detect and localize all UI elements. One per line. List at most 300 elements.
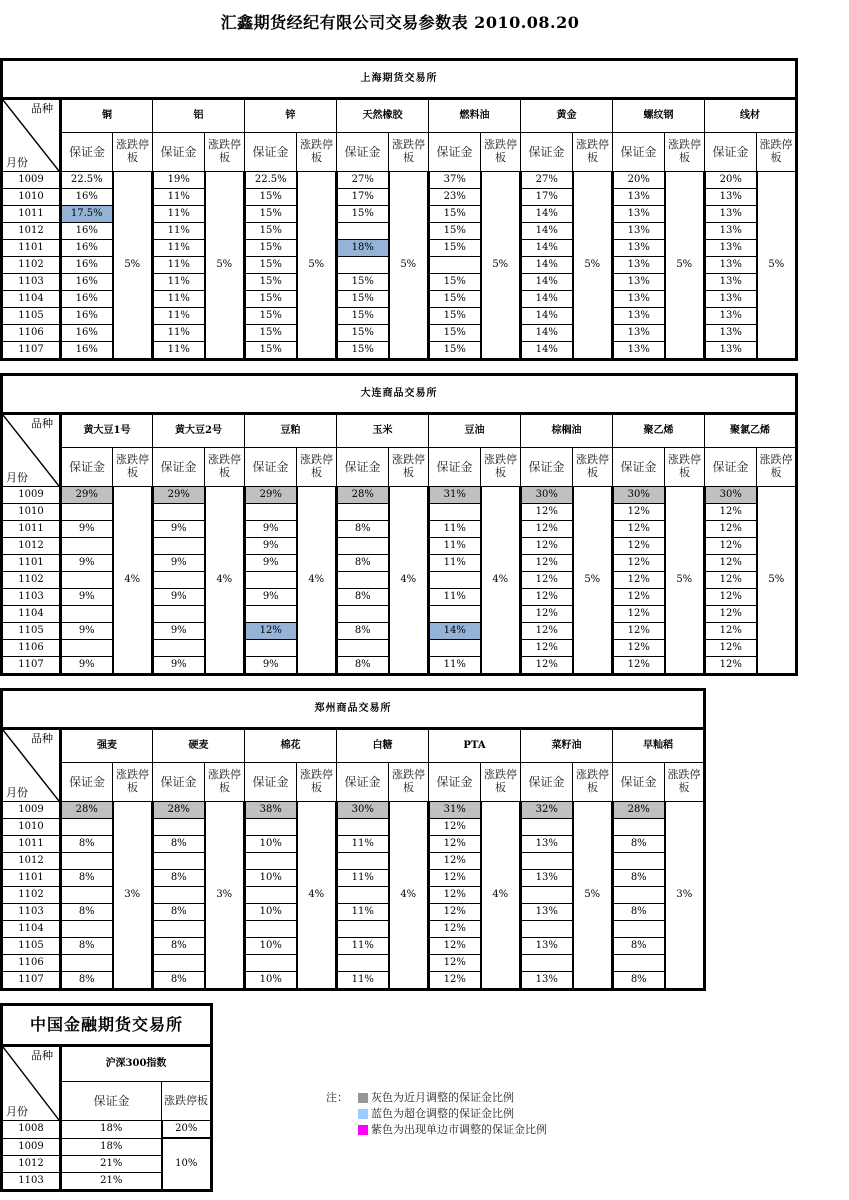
margin-cell: 12% bbox=[705, 521, 757, 538]
margin-cell: 12% bbox=[429, 870, 481, 887]
margin-cell: 13% bbox=[613, 189, 665, 206]
exchange-name: 上海期货交易所 bbox=[2, 60, 797, 99]
margin-cell: 11% bbox=[429, 657, 481, 675]
month-cell: 1011 bbox=[2, 836, 61, 853]
month-cell: 1104 bbox=[2, 606, 61, 623]
margin-header: 保证金 bbox=[337, 133, 389, 172]
document-title: 汇鑫期货经纪有限公司交易参数表 2010.08.20 bbox=[220, 13, 580, 32]
limit-header: 涨跌停板 bbox=[297, 763, 337, 802]
legend-text: 灰色为近月调整的保证金比例 bbox=[371, 1091, 514, 1104]
margin-cell: 13% bbox=[705, 240, 757, 257]
margin-cell: 16% bbox=[61, 274, 113, 291]
margin-cell bbox=[245, 640, 297, 657]
margin-cell: 15% bbox=[429, 342, 481, 360]
margin-cell bbox=[337, 887, 389, 904]
margin-cell bbox=[521, 887, 573, 904]
margin-cell: 14% bbox=[521, 223, 573, 240]
limit-cell: 5% bbox=[757, 172, 797, 360]
product-name: 天然橡胶 bbox=[337, 99, 429, 133]
limit-header: 涨跌停板 bbox=[573, 133, 613, 172]
margin-cell bbox=[613, 819, 665, 836]
margin-cell: 8% bbox=[153, 904, 205, 921]
margin-cell: 8% bbox=[153, 938, 205, 955]
margin-cell: 14% bbox=[521, 274, 573, 291]
margin-cell: 11% bbox=[429, 589, 481, 606]
margin-cell bbox=[521, 819, 573, 836]
month-cell: 1009 bbox=[2, 172, 61, 189]
legend-item-magenta bbox=[326, 1122, 547, 1138]
margin-cell bbox=[245, 955, 297, 972]
margin-cell: 16% bbox=[61, 240, 113, 257]
month-cell: 1010 bbox=[2, 504, 61, 521]
margin-cell: 8% bbox=[337, 623, 389, 640]
margin-header: 保证金 bbox=[61, 448, 113, 487]
margin-cell bbox=[429, 504, 481, 521]
margin-cell: 15% bbox=[245, 223, 297, 240]
margin-header: 保证金 bbox=[705, 448, 757, 487]
margin-cell: 12% bbox=[521, 538, 573, 555]
month-cell: 1009 bbox=[2, 802, 61, 819]
month-cell: 1010 bbox=[2, 819, 61, 836]
margin-cell bbox=[61, 538, 113, 555]
limit-cell: 3% bbox=[665, 802, 705, 990]
margin-cell: 13% bbox=[705, 325, 757, 342]
limit-header: 涨跌停板 bbox=[205, 448, 245, 487]
month-cell: 1104 bbox=[2, 291, 61, 308]
margin-header: 保证金 bbox=[245, 448, 297, 487]
margin-cell: 14% bbox=[521, 240, 573, 257]
margin-cell: 11% bbox=[153, 223, 205, 240]
margin-cell: 32% bbox=[521, 802, 573, 819]
margin-cell: 8% bbox=[61, 938, 113, 955]
margin-cell bbox=[245, 572, 297, 589]
limit-cell: 3% bbox=[113, 802, 153, 990]
margin-cell: 15% bbox=[337, 342, 389, 360]
margin-cell: 13% bbox=[613, 342, 665, 360]
margin-cell: 12% bbox=[521, 504, 573, 521]
margin-cell: 9% bbox=[153, 623, 205, 640]
corner-product-label: 品种 bbox=[31, 102, 53, 115]
margin-cell: 28% bbox=[613, 802, 665, 819]
margin-cell bbox=[429, 257, 481, 274]
corner-header bbox=[2, 1046, 61, 1121]
limit-header: 涨跌停板 bbox=[297, 448, 337, 487]
limit-cell: 20% bbox=[162, 1121, 212, 1139]
margin-header: 保证金 bbox=[613, 448, 665, 487]
margin-cell: 15% bbox=[429, 240, 481, 257]
product-name: 豆油 bbox=[429, 414, 521, 448]
month-cell: 1010 bbox=[2, 189, 61, 206]
margin-cell: 9% bbox=[245, 589, 297, 606]
margin-cell: 12% bbox=[613, 538, 665, 555]
product-name: 豆粕 bbox=[245, 414, 337, 448]
margin-cell bbox=[245, 921, 297, 938]
margin-cell bbox=[153, 606, 205, 623]
blue-swatch-icon bbox=[358, 1109, 368, 1119]
margin-cell: 37% bbox=[429, 172, 481, 189]
margin-cell: 11% bbox=[429, 538, 481, 555]
margin-cell: 8% bbox=[153, 972, 205, 990]
limit-cell: 5% bbox=[573, 172, 613, 360]
margin-cell: 15% bbox=[337, 274, 389, 291]
margin-cell: 12% bbox=[705, 640, 757, 657]
limit-cell: 5% bbox=[113, 172, 153, 360]
margin-cell: 11% bbox=[153, 291, 205, 308]
margin-cell: 11% bbox=[337, 836, 389, 853]
margin-header: 保证金 bbox=[153, 133, 205, 172]
margin-cell: 11% bbox=[153, 206, 205, 223]
margin-cell: 18% bbox=[61, 1138, 162, 1155]
product-name: 锌 bbox=[245, 99, 337, 133]
limit-header: 涨跌停板 bbox=[389, 448, 429, 487]
margin-cell: 13% bbox=[613, 257, 665, 274]
margin-cell: 12% bbox=[705, 572, 757, 589]
margin-cell: 11% bbox=[429, 521, 481, 538]
margin-header: 保证金 bbox=[521, 133, 573, 172]
margin-cell: 12% bbox=[429, 921, 481, 938]
margin-cell: 15% bbox=[429, 274, 481, 291]
margin-cell: 30% bbox=[705, 487, 757, 504]
margin-cell: 31% bbox=[429, 802, 481, 819]
margin-cell: 14% bbox=[521, 325, 573, 342]
limit-cell: 5% bbox=[297, 172, 337, 360]
margin-cell: 12% bbox=[429, 887, 481, 904]
margin-cell bbox=[613, 955, 665, 972]
margin-cell bbox=[245, 887, 297, 904]
margin-header: 保证金 bbox=[705, 133, 757, 172]
margin-cell bbox=[613, 853, 665, 870]
corner-month-label: 月份 bbox=[6, 786, 28, 799]
margin-cell: 12% bbox=[521, 657, 573, 675]
month-cell: 1012 bbox=[2, 1155, 61, 1172]
margin-cell bbox=[613, 921, 665, 938]
margin-cell bbox=[153, 853, 205, 870]
product-name: 铝 bbox=[153, 99, 245, 133]
margin-header: 保证金 bbox=[429, 763, 481, 802]
margin-cell: 11% bbox=[153, 325, 205, 342]
margin-cell: 13% bbox=[705, 189, 757, 206]
margin-cell: 28% bbox=[153, 802, 205, 819]
month-cell: 1012 bbox=[2, 223, 61, 240]
month-cell: 1012 bbox=[2, 538, 61, 555]
margin-cell: 28% bbox=[61, 802, 113, 819]
margin-cell: 12% bbox=[613, 521, 665, 538]
margin-cell: 8% bbox=[337, 521, 389, 538]
product-name: 黄大豆1号 bbox=[61, 414, 153, 448]
corner-product-label: 品种 bbox=[31, 417, 53, 430]
margin-cell: 13% bbox=[613, 223, 665, 240]
margin-cell: 12% bbox=[429, 972, 481, 990]
limit-cell: 5% bbox=[665, 487, 705, 675]
margin-cell: 12% bbox=[705, 623, 757, 640]
margin-cell: 8% bbox=[61, 870, 113, 887]
margin-cell: 15% bbox=[337, 325, 389, 342]
margin-cell: 9% bbox=[61, 623, 113, 640]
margin-cell: 12% bbox=[705, 555, 757, 572]
month-cell: 1101 bbox=[2, 870, 61, 887]
margin-cell: 30% bbox=[521, 487, 573, 504]
exchange-name: 中国金融期货交易所 bbox=[2, 1005, 212, 1046]
margin-cell: 10% bbox=[245, 904, 297, 921]
exchange-name: 郑州商品交易所 bbox=[2, 690, 705, 729]
margin-cell: 14% bbox=[429, 623, 481, 640]
margin-cell: 11% bbox=[153, 257, 205, 274]
limit-cell: 4% bbox=[389, 487, 429, 675]
month-cell: 1104 bbox=[2, 921, 61, 938]
margin-header: 保证金 bbox=[337, 763, 389, 802]
margin-cell: 13% bbox=[705, 223, 757, 240]
month-cell: 1011 bbox=[2, 206, 61, 223]
limit-cell: 4% bbox=[389, 802, 429, 990]
limit-cell: 10% bbox=[162, 1138, 212, 1190]
margin-cell: 12% bbox=[521, 606, 573, 623]
margin-cell: 8% bbox=[613, 938, 665, 955]
margin-cell: 17% bbox=[337, 189, 389, 206]
margin-cell: 11% bbox=[337, 938, 389, 955]
margin-cell: 14% bbox=[521, 342, 573, 360]
margin-cell: 12% bbox=[613, 640, 665, 657]
margin-cell: 8% bbox=[153, 836, 205, 853]
margin-cell: 11% bbox=[153, 274, 205, 291]
margin-cell: 20% bbox=[705, 172, 757, 189]
margin-cell: 8% bbox=[613, 904, 665, 921]
margin-cell: 8% bbox=[337, 589, 389, 606]
legend-text: 蓝色为超仓调整的保证金比例 bbox=[371, 1107, 514, 1120]
margin-cell: 13% bbox=[521, 836, 573, 853]
limit-header: 涨跌停板 bbox=[113, 448, 153, 487]
limit-cell: 4% bbox=[297, 487, 337, 675]
margin-cell: 29% bbox=[153, 487, 205, 504]
month-cell: 1105 bbox=[2, 938, 61, 955]
margin-cell: 12% bbox=[613, 555, 665, 572]
magenta-swatch-icon bbox=[358, 1125, 368, 1135]
product-name: 铜 bbox=[61, 99, 153, 133]
margin-cell: 12% bbox=[521, 572, 573, 589]
margin-cell: 12% bbox=[429, 955, 481, 972]
margin-cell: 13% bbox=[521, 972, 573, 990]
margin-cell bbox=[337, 853, 389, 870]
margin-cell: 15% bbox=[337, 308, 389, 325]
limit-header: 涨跌停板 bbox=[573, 448, 613, 487]
margin-cell: 31% bbox=[429, 487, 481, 504]
limit-header: 涨跌停板 bbox=[665, 133, 705, 172]
limit-cell: 5% bbox=[573, 802, 613, 990]
margin-cell: 12% bbox=[429, 904, 481, 921]
limit-cell: 5% bbox=[757, 487, 797, 675]
margin-cell: 16% bbox=[61, 308, 113, 325]
exchange-table-czce bbox=[0, 688, 706, 991]
margin-cell: 9% bbox=[245, 555, 297, 572]
corner-month-label: 月份 bbox=[6, 471, 28, 484]
margin-cell: 9% bbox=[153, 589, 205, 606]
margin-cell: 11% bbox=[337, 904, 389, 921]
margin-cell: 9% bbox=[153, 555, 205, 572]
margin-cell: 16% bbox=[61, 189, 113, 206]
margin-cell: 8% bbox=[153, 870, 205, 887]
margin-cell bbox=[61, 955, 113, 972]
margin-cell: 21% bbox=[61, 1172, 162, 1190]
margin-cell: 8% bbox=[337, 555, 389, 572]
product-name: 黄金 bbox=[521, 99, 613, 133]
margin-cell: 13% bbox=[705, 257, 757, 274]
margin-cell: 30% bbox=[337, 802, 389, 819]
margin-cell bbox=[61, 572, 113, 589]
margin-cell: 12% bbox=[429, 836, 481, 853]
margin-cell: 11% bbox=[429, 555, 481, 572]
corner-month-label: 月份 bbox=[6, 156, 28, 169]
margin-cell: 18% bbox=[337, 240, 389, 257]
limit-header: 涨跌停板 bbox=[665, 763, 705, 802]
margin-header: 保证金 bbox=[521, 763, 573, 802]
month-cell: 1105 bbox=[2, 623, 61, 640]
margin-cell: 10% bbox=[245, 972, 297, 990]
margin-cell: 9% bbox=[245, 657, 297, 675]
margin-cell: 19% bbox=[153, 172, 205, 189]
month-cell: 1102 bbox=[2, 572, 61, 589]
month-cell: 1103 bbox=[2, 904, 61, 921]
margin-cell: 17.5% bbox=[61, 206, 113, 223]
margin-cell bbox=[153, 504, 205, 521]
margin-cell bbox=[337, 640, 389, 657]
margin-cell: 11% bbox=[153, 189, 205, 206]
margin-cell bbox=[337, 223, 389, 240]
margin-header: 保证金 bbox=[337, 448, 389, 487]
margin-cell: 15% bbox=[429, 206, 481, 223]
corner-header bbox=[2, 99, 61, 172]
month-cell: 1103 bbox=[2, 589, 61, 606]
margin-cell: 22.5% bbox=[61, 172, 113, 189]
limit-cell: 5% bbox=[205, 172, 245, 360]
margin-cell: 15% bbox=[429, 325, 481, 342]
limit-cell: 5% bbox=[573, 487, 613, 675]
margin-cell: 16% bbox=[61, 291, 113, 308]
margin-cell: 21% bbox=[61, 1155, 162, 1172]
margin-cell bbox=[429, 640, 481, 657]
margin-cell: 11% bbox=[337, 972, 389, 990]
margin-cell: 29% bbox=[61, 487, 113, 504]
margin-cell: 12% bbox=[705, 657, 757, 675]
margin-cell: 23% bbox=[429, 189, 481, 206]
margin-cell: 15% bbox=[429, 308, 481, 325]
margin-cell bbox=[521, 921, 573, 938]
margin-cell: 8% bbox=[613, 972, 665, 990]
margin-cell: 14% bbox=[521, 291, 573, 308]
limit-header: 涨跌停板 bbox=[205, 133, 245, 172]
margin-header: 保证金 bbox=[245, 763, 297, 802]
margin-cell bbox=[337, 572, 389, 589]
month-cell: 1107 bbox=[2, 972, 61, 990]
margin-cell: 12% bbox=[521, 521, 573, 538]
limit-header: 涨跌停板 bbox=[481, 763, 521, 802]
margin-cell: 8% bbox=[337, 657, 389, 675]
month-cell: 1107 bbox=[2, 657, 61, 675]
margin-cell: 12% bbox=[245, 623, 297, 640]
limit-header: 涨跌停板 bbox=[573, 763, 613, 802]
limit-cell: 4% bbox=[205, 487, 245, 675]
margin-cell: 15% bbox=[429, 223, 481, 240]
margin-cell: 29% bbox=[245, 487, 297, 504]
margin-cell: 11% bbox=[153, 308, 205, 325]
margin-cell bbox=[153, 640, 205, 657]
margin-cell bbox=[245, 606, 297, 623]
margin-cell: 9% bbox=[153, 657, 205, 675]
margin-header: 保证金 bbox=[153, 763, 205, 802]
margin-cell: 17% bbox=[521, 189, 573, 206]
margin-cell: 9% bbox=[153, 521, 205, 538]
margin-cell: 15% bbox=[245, 240, 297, 257]
margin-cell bbox=[61, 921, 113, 938]
margin-cell: 10% bbox=[245, 836, 297, 853]
legend-item-gray bbox=[326, 1090, 547, 1106]
limit-header: 涨跌停板 bbox=[297, 133, 337, 172]
margin-cell: 16% bbox=[61, 257, 113, 274]
month-cell: 1011 bbox=[2, 521, 61, 538]
legend-item-blue bbox=[326, 1106, 547, 1122]
month-cell: 1105 bbox=[2, 308, 61, 325]
margin-cell: 13% bbox=[521, 904, 573, 921]
margin-cell: 13% bbox=[613, 308, 665, 325]
month-cell: 1106 bbox=[2, 325, 61, 342]
margin-cell: 15% bbox=[245, 206, 297, 223]
limit-header: 涨跌停板 bbox=[113, 133, 153, 172]
month-cell: 1107 bbox=[2, 342, 61, 360]
month-cell: 1103 bbox=[2, 274, 61, 291]
corner-product-label: 品种 bbox=[31, 732, 53, 745]
corner-month-label: 月份 bbox=[6, 1105, 28, 1118]
margin-cell: 13% bbox=[705, 308, 757, 325]
margin-cell bbox=[153, 819, 205, 836]
product-name: 棕榈油 bbox=[521, 414, 613, 448]
margin-cell bbox=[61, 606, 113, 623]
product-name: 聚氯乙烯 bbox=[705, 414, 797, 448]
margin-cell: 12% bbox=[521, 640, 573, 657]
month-cell: 1101 bbox=[2, 240, 61, 257]
margin-cell: 9% bbox=[61, 589, 113, 606]
margin-cell: 15% bbox=[245, 325, 297, 342]
margin-header: 保证金 bbox=[429, 448, 481, 487]
margin-cell: 8% bbox=[61, 972, 113, 990]
margin-cell: 12% bbox=[613, 589, 665, 606]
exchange-table-shfe bbox=[0, 58, 798, 361]
margin-cell: 13% bbox=[521, 938, 573, 955]
month-cell: 1106 bbox=[2, 955, 61, 972]
product-name: 玉米 bbox=[337, 414, 429, 448]
limit-header: 涨跌停板 bbox=[665, 448, 705, 487]
margin-cell bbox=[153, 572, 205, 589]
margin-cell: 8% bbox=[613, 870, 665, 887]
margin-header: 保证金 bbox=[613, 763, 665, 802]
margin-header: 保证金 bbox=[613, 133, 665, 172]
margin-cell: 13% bbox=[705, 291, 757, 308]
margin-cell: 13% bbox=[613, 274, 665, 291]
margin-cell: 8% bbox=[61, 836, 113, 853]
margin-cell: 12% bbox=[613, 657, 665, 675]
exchange-name: 大连商品交易所 bbox=[2, 375, 797, 414]
margin-cell: 18% bbox=[61, 1121, 162, 1139]
margin-cell bbox=[61, 887, 113, 904]
margin-header: 保证金 bbox=[61, 133, 113, 172]
margin-cell: 8% bbox=[61, 904, 113, 921]
margin-cell: 13% bbox=[613, 240, 665, 257]
month-cell: 1102 bbox=[2, 257, 61, 274]
margin-cell: 14% bbox=[521, 257, 573, 274]
margin-cell bbox=[521, 955, 573, 972]
margin-cell: 16% bbox=[61, 223, 113, 240]
margin-cell: 15% bbox=[245, 308, 297, 325]
month-cell: 1106 bbox=[2, 640, 61, 657]
margin-cell bbox=[61, 640, 113, 657]
limit-cell: 3% bbox=[205, 802, 245, 990]
